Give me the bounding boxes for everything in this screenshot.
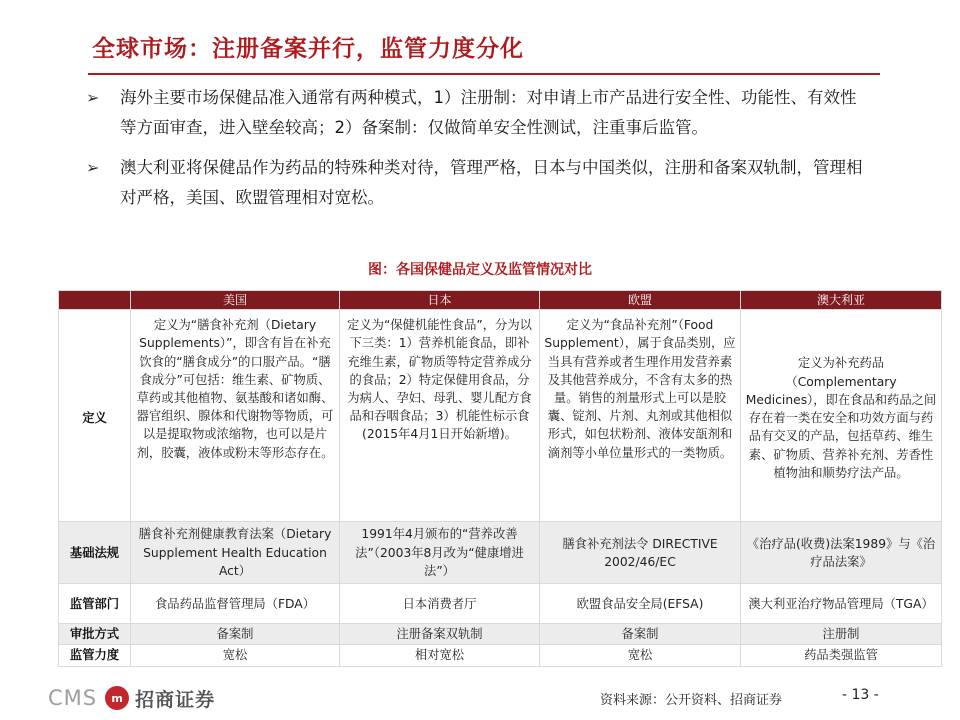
table-cell: 1991年4月颁布的“营养改善法”（2003年8月改为“健康增进法”）: [340, 522, 540, 584]
logo-badge-icon: m: [105, 686, 129, 710]
table-row-regulation: [59, 522, 942, 584]
table-cell: 备案制: [540, 624, 741, 645]
row-label: 监管部门: [59, 584, 131, 624]
table-header-row: [59, 291, 942, 310]
table-cell: 欧盟食品安全局(EFSA): [540, 584, 741, 624]
page-number: - 13 -: [842, 687, 879, 703]
table-cell: 定义为“膳食补充剂（Dietary Supplements）”，即含有旨在补充饮食的“膳食成分”的口服产品。“膳食成分”可包括：维生素、矿物质、草药或其他植物、氨基酸和诸如酶、器官组织、腺体和代谢物等物质，可以是提取物或浓缩物，也可以是片剂，胶囊，液体或粉末等形态存在。: [131, 310, 340, 522]
source-note: 资料来源：公开资料、招商证券: [600, 693, 783, 708]
table-cell: 膳食补充剂健康教育法案（Dietary Supplement Health Education Act）: [131, 522, 340, 584]
table-cell: 相对宽松: [340, 645, 540, 666]
figure-caption: 图：各国保健品定义及监管情况对比: [368, 262, 592, 278]
row-label: 审批方式: [59, 624, 131, 645]
bullet-list: [86, 83, 866, 223]
company-logo: [48, 684, 215, 712]
table-cell: 注册制: [741, 624, 942, 645]
table-cell: 食品药品监督管理局（FDA）: [131, 584, 340, 624]
table-cell: 《治疗品(收费)法案1989》与《治疗品法案》: [741, 522, 942, 584]
table-cell: 宽松: [540, 645, 741, 666]
table-cell: 澳大利亚治疗物品管理局（TGA）: [741, 584, 942, 624]
row-label: 定义: [59, 310, 131, 522]
bullet-text: 海外主要市场保健品准入通常有两种模式，1）注册制：对申请上市产品进行安全性、功能性、有效性等方面审查，进入壁垒较高；2）备案制：仅做简单安全性测试，注重事后监管。: [120, 88, 857, 137]
header-cell-usa: 美国: [131, 291, 340, 310]
table-row-intensity: [59, 645, 942, 666]
table-row-approval: [59, 624, 942, 645]
table-cell: 定义为“食品补充剂”（Food Supplement），属于食品类别，应当具有营养或者生理作用发营养素及其他营养成分，不含有太多的热量。销售的剂量形式上可以是胶囊、锭剂、片剂、丸剂或其他相似形式，如包状粉剂、液体安瓿剂和滴剂等小单位量形式的一类物质。: [540, 310, 741, 522]
table-cell: 定义为补充药品（Complementary Medicines），即在食品和药品之间存在着一类在安全和功效方面与药品有交叉的产品，包括草药、维生素、矿物质、营养补充剂、芳香性植物油和顺势疗法产品。: [741, 310, 942, 522]
bullet-text: 澳大利亚将保健品作为药品的特殊种类对待，管理严格，日本与中国类似，注册和备案双轨制，管理相对严格，美国、欧盟管理相对宽松。: [120, 158, 863, 207]
table-cell: 宽松: [131, 645, 340, 666]
table-cell: 日本消费者厅: [340, 584, 540, 624]
comparison-table: [58, 290, 942, 667]
logo-cms-text: CMS: [48, 686, 98, 710]
header-cell-corner: [59, 291, 131, 310]
logo-company-name: 招商证券: [135, 688, 216, 711]
header-cell-japan: 日本: [340, 291, 540, 310]
table-cell: 膳食补充剂法令 DIRECTIVE 2002/46/EC: [540, 522, 741, 584]
bullet-item: [86, 83, 866, 143]
arrow-bullet-icon: ➢: [86, 88, 100, 107]
title-divider: [88, 73, 880, 75]
header-cell-eu: 欧盟: [540, 291, 741, 310]
table-cell: 药品类强监管: [741, 645, 942, 666]
table-row-definition: [59, 310, 942, 522]
bullet-item: [86, 153, 866, 213]
page-title: 全球市场：注册备案并行，监管力度分化: [92, 36, 524, 62]
table-cell: 注册备案双轨制: [340, 624, 540, 645]
row-label: 监管力度: [59, 645, 131, 666]
arrow-bullet-icon: ➢: [86, 158, 100, 177]
table-cell: 定义为“保健机能性食品”，分为以下三类：1）营养机能食品，即补充维生素，矿物质等特定营养成分的食品；2）特定保健用食品，分为病人、孕妇、母乳、婴儿配方食品和吞咽食品；3）机能性标示食(2015年4月1日开始新增)。: [340, 310, 540, 522]
header-cell-australia: 澳大利亚: [741, 291, 942, 310]
row-label: 基础法规: [59, 522, 131, 584]
table-cell: 备案制: [131, 624, 340, 645]
table-row-authority: [59, 584, 942, 624]
